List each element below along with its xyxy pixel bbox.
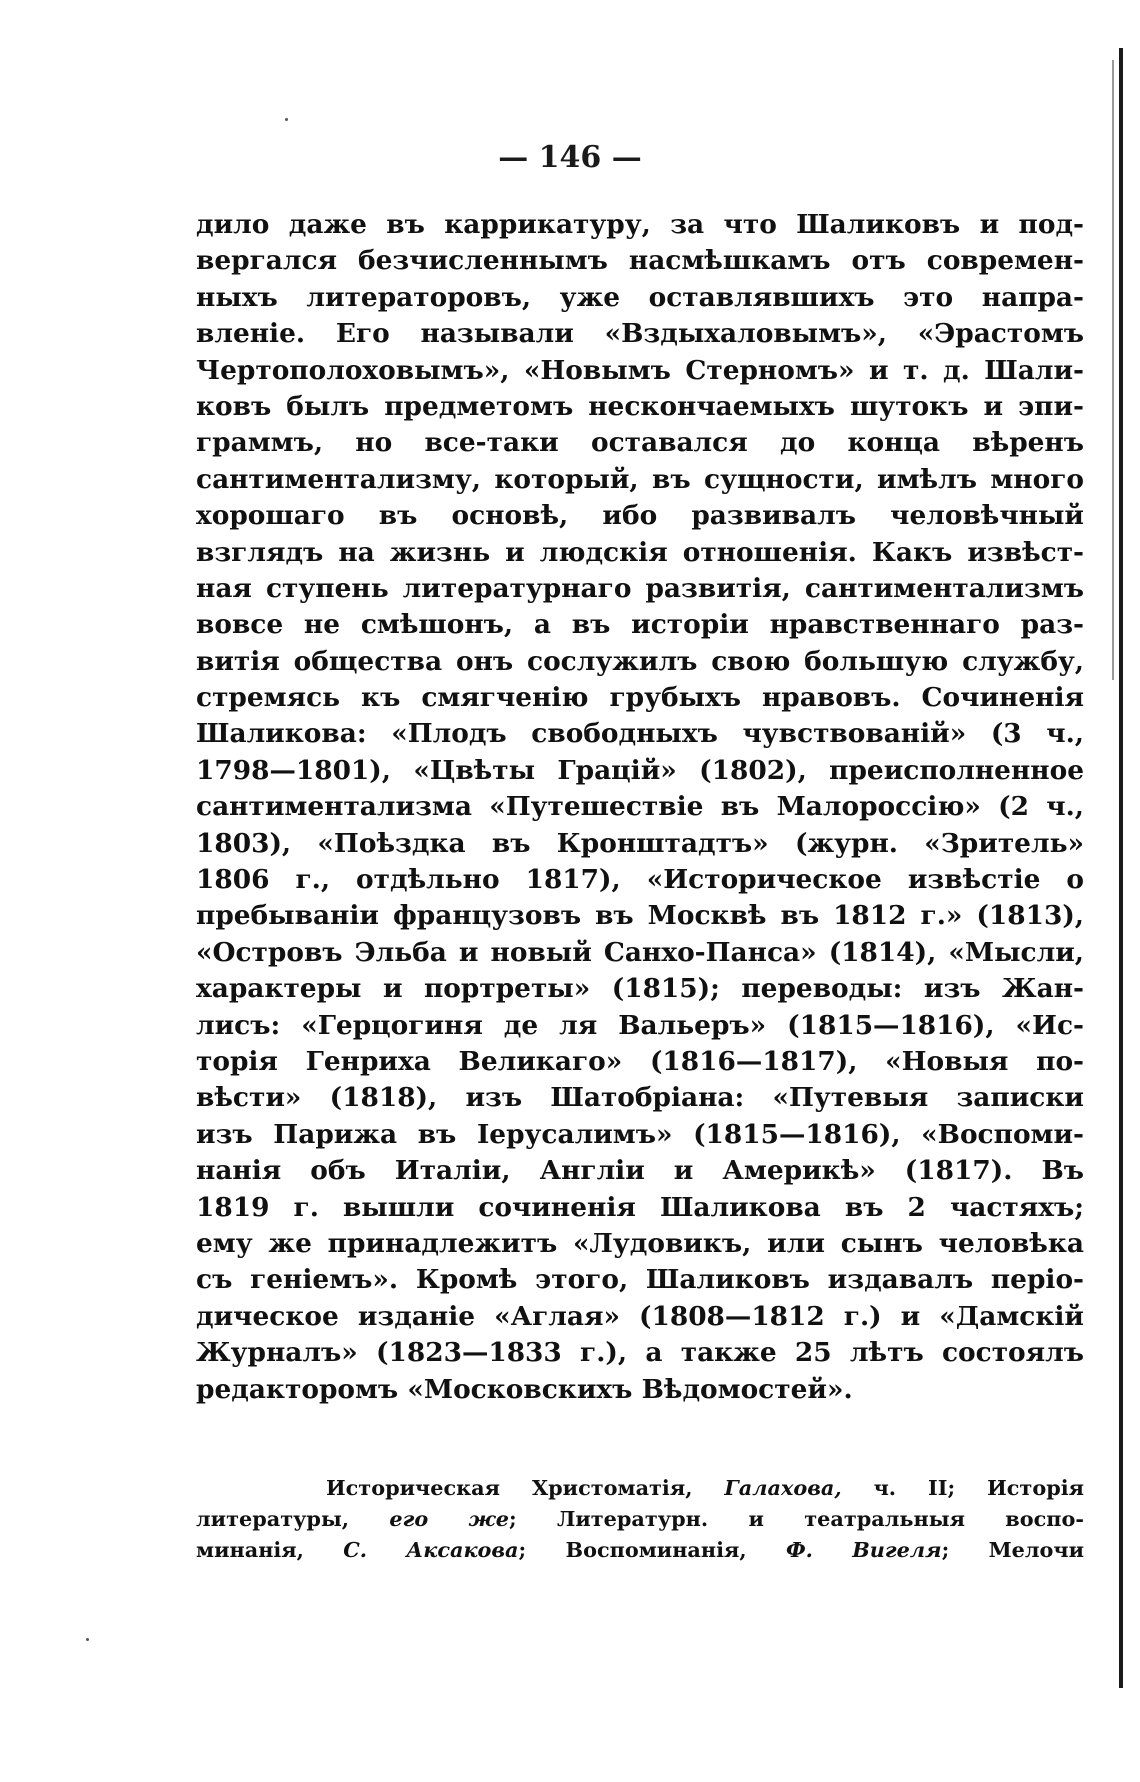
text-line: ныхъ литераторовъ, уже оставлявшихъ это напра-: [196, 281, 1084, 313]
footnote-author: его же: [389, 1506, 509, 1531]
text-line: стремясь къ смягченію грубыхъ нравовъ. Сочиненія: [196, 682, 1084, 714]
footnote-text: Историческая Христоматія,: [326, 1475, 725, 1500]
bibliography-footnote: [196, 1472, 1084, 1565]
footnote-author: С. Аксакова: [343, 1537, 519, 1562]
text-line: Журналъ» (1823—1833 г.), а также 25 лѣтъ состоялъ: [196, 1337, 1084, 1369]
footnote-line: [196, 1472, 1084, 1503]
footnote-author: Ф. Вигеля: [785, 1537, 942, 1562]
text-line: хорошаго въ основѣ, ибо развивалъ человѣчный: [196, 500, 1084, 532]
text-line: 1806 г., отдѣльно 1817), «Историческое извѣстіе о: [196, 864, 1084, 896]
text-line: дическое изданіе «Аглая» (1808—1812 г.) и «Дамскій: [196, 1300, 1084, 1332]
text-line: дило даже въ каррикатуру, за что Шаликовъ и под-: [196, 209, 1084, 240]
footnote-text: ч. II; Исторія: [841, 1475, 1084, 1500]
text-line: вленіе. Его называли «Вздыхаловымъ», «Эрастомъ: [196, 318, 1084, 350]
footnote-text: минанія,: [196, 1537, 344, 1562]
text-line: Шаликова: «Плодъ свободныхъ чувствованій» (3 ч.,: [196, 718, 1084, 750]
text-line: торія Генриха Великаго» (1816—1817), «Новыя по-: [196, 1045, 1084, 1077]
text-line: Чертополоховымъ», «Новымъ Стерномъ» и т. д. Шали-: [196, 354, 1084, 386]
text-line: вѣсти» (1818), изъ Шатобріана: «Путевыя записки: [196, 1082, 1084, 1114]
text-line: редакторомъ «Московскихъ Вѣдомостей».: [196, 1373, 853, 1405]
main-text-block: [196, 207, 1084, 1408]
footnote-line: [196, 1534, 1084, 1565]
footnote-line: [196, 1503, 1084, 1534]
page-edge-border: [1119, 48, 1123, 1688]
text-line: витія общества онъ сослужилъ свою большую службу,: [196, 645, 1084, 677]
text-line: характеры и портреты» (1815); переводы: изъ Жан-: [196, 973, 1084, 1005]
text-line: взглядъ на жизнь и людскія отношенія. Какъ извѣст-: [196, 536, 1084, 568]
text-line: ковъ былъ предметомъ нескончаемыхъ шутокъ и эпи-: [196, 390, 1084, 422]
text-line: сантиментализму, который, въ сущности, имѣлъ много: [196, 463, 1084, 495]
text-line: изъ Парижа въ Іерусалимъ» (1815—1816), «Воспоми-: [196, 1118, 1084, 1150]
footnote-author: Галахова,: [724, 1475, 842, 1500]
text-line: граммъ, но все-таки оставался до конца вѣренъ: [196, 427, 1084, 459]
page-number: — 146 —: [498, 140, 642, 175]
text-line: ная ступень литературнаго развитія, сантиментализмъ: [196, 572, 1084, 604]
footnote-text: ; Мелочи: [941, 1537, 1085, 1562]
text-line: пребываніи французовъ въ Москвѣ въ 1812 г.» (1813),: [196, 900, 1084, 932]
print-speck: [86, 1638, 89, 1641]
text-line: нанія объ Италіи, Англіи и Америкѣ» (1817). Въ: [196, 1155, 1084, 1187]
text-line: лисъ: «Герцогиня де ля Вальеръ» (1815—1816), «Ис-: [196, 1009, 1084, 1041]
text-line: «Островъ Эльба и новый Санхо-Панса» (1814), «Мысли,: [196, 936, 1084, 968]
text-line: 1803), «Поѣздка въ Кронштадтъ» (журн. «Зритель»: [196, 827, 1084, 859]
text-line: 1798—1801), «Цвѣты Грацій» (1802), преисполненное: [196, 754, 1084, 786]
footnote-text: ; Воспоминанія,: [518, 1537, 786, 1562]
print-speck: [285, 118, 288, 121]
text-line: вовсе не смѣшонъ, а въ исторіи нравственнаго раз-: [196, 609, 1084, 641]
text-line: сантиментализма «Путешествіе въ Малороссію» (2 ч.,: [196, 791, 1084, 823]
footnote-text: ; Литературн. и театральныя воспо-: [508, 1506, 1084, 1531]
text-line: ему же принадлежитъ «Лудовикъ, или сынъ человѣка: [196, 1227, 1084, 1259]
text-line: 1819 г. вышли сочиненія Шаликова въ 2 частяхъ;: [196, 1191, 1084, 1223]
text-line: съ геніемъ». Кромѣ этого, Шаликовъ издавалъ періо-: [196, 1264, 1084, 1296]
footnote-text: литературы,: [196, 1506, 390, 1531]
text-line: вергался безчисленнымъ насмѣшкамъ отъ современ-: [196, 245, 1084, 277]
